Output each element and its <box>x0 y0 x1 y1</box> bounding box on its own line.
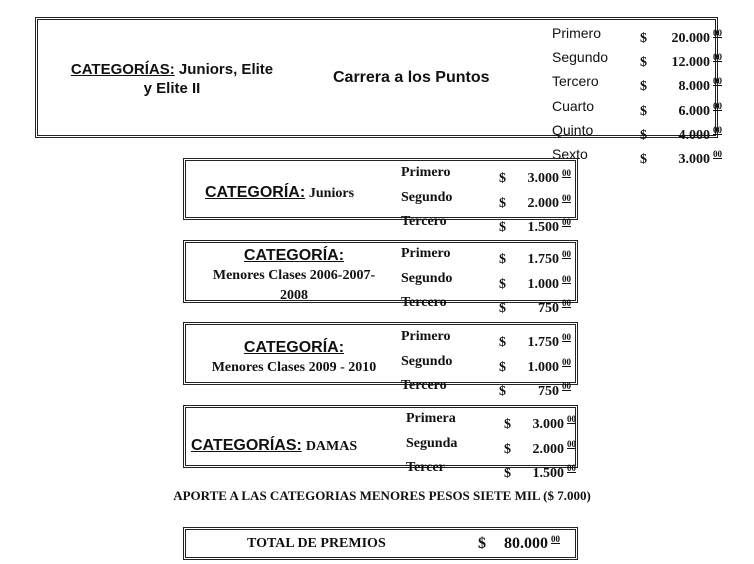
total-currency: $ <box>478 535 486 552</box>
juniors-label: CATEGORÍA: <box>205 184 306 201</box>
prize-cents: 00 <box>562 192 571 203</box>
prize-place: Primero <box>552 25 602 41</box>
prize-currency: $ <box>504 441 511 457</box>
prize-currency: $ <box>499 359 506 375</box>
prize-amount <box>632 121 722 145</box>
prize-currency: $ <box>499 220 506 235</box>
prize-place: Sexto <box>552 146 588 163</box>
prize-value: 2.000 <box>527 195 559 211</box>
menores-2009-prize-list <box>401 328 571 402</box>
aporte-note: APORTE A LAS CATEGORIAS MENORES PESOS SIETE MIL ($ 7.000) <box>173 488 591 503</box>
prize-amount <box>632 24 722 48</box>
prize-value: 2.000 <box>532 441 564 457</box>
menores-2006-name-line1: Menores Clases 2006-2007- <box>212 268 376 283</box>
menores-2006-label: CATEGORÍA: <box>243 247 345 264</box>
prize-value: 750 <box>538 301 559 316</box>
main-prize-list <box>552 24 722 169</box>
total-value: 80.000 <box>504 535 548 552</box>
prize-cents: 00 <box>562 298 571 308</box>
prize-amount <box>491 410 576 435</box>
prize-place: Tercer <box>406 460 445 475</box>
prize-value: 3.000 <box>527 171 559 186</box>
prize-value: 1.500 <box>527 220 559 235</box>
prize-place: Primero <box>401 329 451 344</box>
prize-amount <box>632 48 722 72</box>
total-label: TOTAL DE PREMIOS <box>247 536 386 551</box>
prize-cents: 00 <box>562 356 571 367</box>
main-category-heading <box>47 60 297 98</box>
race-name: Carrera a los Puntos <box>333 69 490 86</box>
prize-cents: 00 <box>713 124 722 135</box>
prize-cents: 00 <box>713 100 722 111</box>
prize-amount <box>632 97 722 121</box>
prize-place: Tercero <box>401 295 447 310</box>
prize-place: Primero <box>401 165 451 180</box>
prize-amount <box>486 164 571 189</box>
prize-currency: $ <box>640 55 647 71</box>
prize-place: Segundo <box>401 270 453 286</box>
prize-place: Segundo <box>401 353 453 369</box>
prize-currency: $ <box>504 466 511 481</box>
damas-box <box>183 405 578 481</box>
prize-place: Segunda <box>406 435 458 451</box>
prize-place: Tercero <box>401 378 447 393</box>
prize-place: Tercero <box>401 214 447 229</box>
menores-2006-heading <box>194 246 394 305</box>
juniors-name: Juniors <box>308 186 355 201</box>
prize-amount <box>486 270 571 295</box>
prize-value: 1.750 <box>527 252 559 267</box>
prize-cents: 00 <box>713 28 722 38</box>
prize-currency: $ <box>499 276 506 292</box>
prize-currency: $ <box>499 171 506 186</box>
menores-2009-label: CATEGORÍA: <box>243 339 345 356</box>
prize-currency: $ <box>640 31 647 46</box>
prize-currency: $ <box>499 384 506 399</box>
prize-currency: $ <box>499 195 506 211</box>
damas-heading <box>191 437 357 455</box>
prize-amount <box>486 213 571 238</box>
prize-amount <box>491 435 576 460</box>
prize-currency: $ <box>640 103 647 119</box>
menores-2006-box <box>183 240 578 316</box>
prize-value: 12.000 <box>671 55 710 71</box>
damas-prize-list <box>406 410 576 484</box>
main-category-names-line1: Juniors, Elite <box>178 61 274 78</box>
prize-currency: $ <box>640 152 647 168</box>
prize-amount <box>486 189 571 214</box>
total-cents: 00 <box>551 534 560 544</box>
prize-place: Segundo <box>401 189 453 205</box>
prize-value: 3.000 <box>678 152 710 168</box>
prize-cents: 00 <box>562 381 571 391</box>
prize-amount <box>486 353 571 378</box>
juniors-heading <box>205 184 354 202</box>
prize-value: 1.000 <box>527 276 559 292</box>
prize-cents: 00 <box>562 249 571 259</box>
main-category-label: CATEGORÍAS: <box>70 61 175 78</box>
prize-amount <box>486 245 571 270</box>
prize-cents: 00 <box>562 332 571 342</box>
prize-cents: 00 <box>562 273 571 284</box>
prize-currency: $ <box>504 417 511 432</box>
prize-place: Primero <box>401 246 451 261</box>
prize-cents: 00 <box>713 76 722 87</box>
prize-place: Segundo <box>552 49 609 66</box>
main-category-box <box>35 17 722 168</box>
prize-cents: 00 <box>562 168 571 178</box>
damas-name: DAMAS <box>305 439 358 454</box>
prize-amount <box>632 72 722 96</box>
prize-cents: 00 <box>713 149 722 160</box>
prize-value: 8.000 <box>678 79 710 95</box>
prize-amount <box>486 377 571 402</box>
main-category-names-line2: y Elite II <box>143 80 201 97</box>
menores-2006-name-line2: 2008 <box>280 288 308 303</box>
prize-currency: $ <box>640 127 647 143</box>
prize-place: Tercero <box>552 73 599 90</box>
prize-currency: $ <box>499 301 506 316</box>
prize-place: Primera <box>406 411 456 426</box>
prize-value: 20.000 <box>671 31 710 46</box>
prize-value: 1.750 <box>527 335 559 350</box>
prize-cents: 00 <box>562 217 571 227</box>
prize-value: 4.000 <box>678 127 710 143</box>
prize-place: Quinto <box>552 121 594 138</box>
juniors-box <box>183 158 578 235</box>
prize-amount <box>486 328 571 353</box>
menores-2006-prize-list <box>401 245 571 319</box>
prize-cents: 00 <box>567 414 576 424</box>
prize-currency: $ <box>499 252 506 267</box>
prize-cents: 00 <box>567 463 576 473</box>
prize-value: 1.500 <box>532 466 564 481</box>
prize-amount <box>632 145 722 169</box>
prize-currency: $ <box>499 335 506 350</box>
prize-currency: $ <box>640 79 647 95</box>
total-amount <box>478 534 560 553</box>
prize-amount <box>491 459 576 484</box>
prize-value: 6.000 <box>678 103 710 119</box>
prize-amount <box>486 294 571 319</box>
total-box <box>183 527 578 560</box>
damas-label: CATEGORÍAS: <box>191 437 302 454</box>
juniors-prize-list[interactable] <box>401 164 571 238</box>
menores-2009-box <box>183 322 578 399</box>
prize-value: 750 <box>538 384 559 399</box>
prize-cents: 00 <box>713 52 722 63</box>
prize-cents: 00 <box>567 438 576 449</box>
prize-value: 3.000 <box>532 417 564 432</box>
prize-place: Cuarto <box>552 97 595 114</box>
prize-value: 1.000 <box>527 359 559 375</box>
menores-2009-heading <box>194 338 394 377</box>
menores-2009-name: Menores Clases 2009 - 2010 <box>211 360 377 375</box>
